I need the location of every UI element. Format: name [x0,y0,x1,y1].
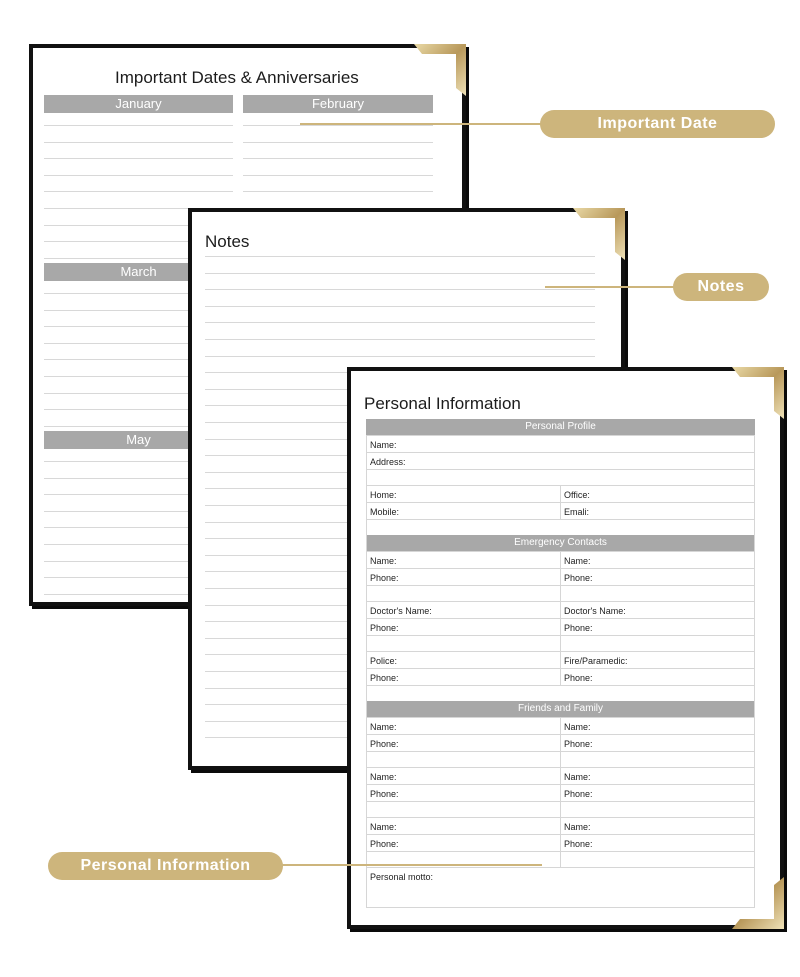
ruled-line [205,289,595,290]
personal-information-callout: Personal Information [48,852,283,880]
ruled-line [44,191,233,192]
form-column-divider [754,435,755,908]
ruled-line [205,256,595,257]
gold-corner-icon [573,208,625,260]
personal-information-title: Personal Information [364,394,521,413]
gold-corner-icon [414,44,466,96]
ruled-line [243,158,433,159]
phone-label: Phone: [370,839,399,849]
section-header-friends-and-family: Friends and Family [366,701,755,717]
name-label: Name: [370,822,397,832]
notes-leader-line [545,286,675,288]
phone-label: Phone: [370,573,399,583]
phone-label: Phone: [370,789,399,799]
form-line [366,519,755,520]
form-line [366,907,755,908]
fire-paramedic-label: Fire/Paramedic: [564,656,628,666]
form-column-divider [366,435,367,908]
name-label: Name: [370,772,397,782]
phone-label: Phone: [370,673,399,683]
doctor-name-label: Doctor's Name: [564,606,626,616]
form-line [366,435,755,436]
personal-information-leader-line [280,864,542,866]
mobile-label: Mobile: [370,507,400,517]
ruled-line [205,322,595,323]
phone-label: Phone: [370,739,399,749]
ruled-line [44,125,233,126]
form-line [366,685,755,686]
name-label: Name: [564,822,591,832]
name-label: Name: [564,556,591,566]
ruled-line [243,175,433,176]
month-header-may: May [44,431,233,449]
ruled-line [205,339,595,340]
address-label: Address: [370,457,406,467]
ruled-line [205,356,595,357]
ruled-line [205,306,595,307]
police-label: Police: [370,656,398,666]
name-label: Name: [370,556,397,566]
name-label: Name: [370,440,397,450]
month-header-february: February [243,95,433,113]
ruled-line [243,125,433,126]
office-label: Office: [564,490,590,500]
gold-corner-icon [732,877,784,929]
personal-information-page [347,367,784,929]
email-label: Emali: [564,507,590,517]
month-header-march: March [44,263,233,281]
ruled-line [44,175,233,176]
phone-label: Phone: [564,623,593,633]
ruled-line [243,142,433,143]
notes-title: Notes [205,232,250,251]
form-line [366,452,755,453]
ruled-line [44,158,233,159]
name-label: Name: [564,722,591,732]
personal-motto-label: Personal motto: [370,872,434,882]
phone-label: Phone: [564,673,593,683]
phone-label: Phone: [370,623,399,633]
important-dates-title: Important Dates & Anniversaries [115,68,359,87]
ruled-line [205,273,595,274]
form-column-divider [560,485,561,519]
phone-label: Phone: [564,573,593,583]
section-header-personal-profile: Personal Profile [366,419,755,435]
home-label: Home: [370,490,397,500]
phone-label: Phone: [564,739,593,749]
name-label: Name: [564,772,591,782]
gold-corner-icon [732,367,784,419]
phone-label: Phone: [564,839,593,849]
important-date-leader-line [300,123,542,125]
form-line [366,867,755,868]
ruled-line [44,142,233,143]
section-header-emergency-contacts: Emergency Contacts [366,535,755,551]
phone-label: Phone: [564,789,593,799]
notes-callout: Notes [673,273,769,301]
ruled-line [243,191,433,192]
form-line [366,469,755,470]
doctor-name-label: Doctor's Name: [370,606,432,616]
form-column-divider [560,717,561,867]
form-column-divider [560,551,561,685]
name-label: Name: [370,722,397,732]
important-date-callout: Important Date [540,110,775,138]
month-header-january: January [44,95,233,113]
